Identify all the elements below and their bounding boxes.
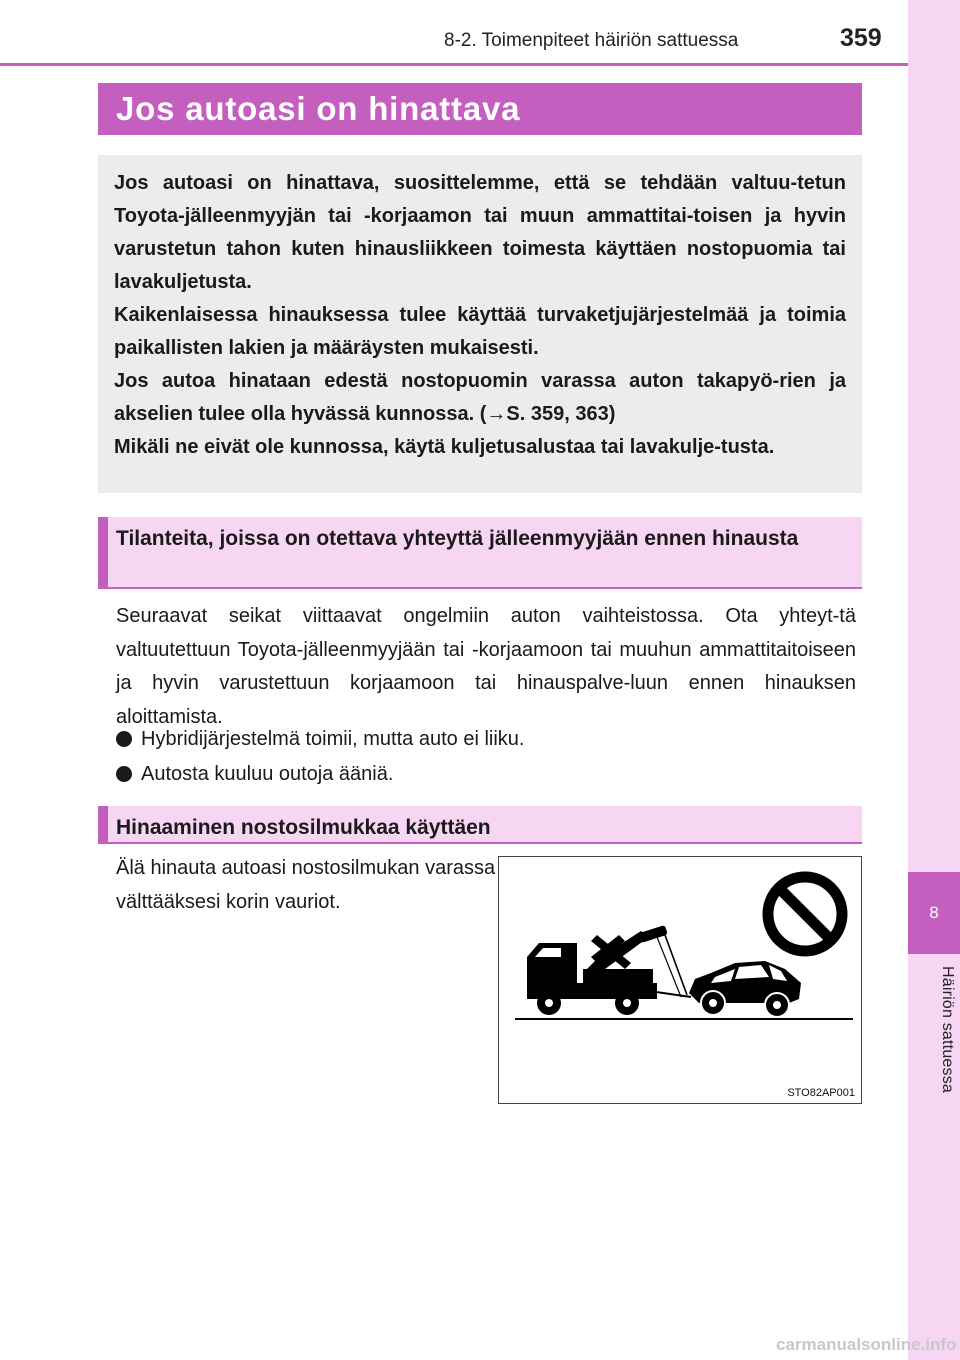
tow-truck-icon (527, 925, 691, 1015)
list-item (116, 759, 393, 789)
intro-paragraph: Kaikenlaisessa hinauksessa tulee käyttää turvaketjujärjestelmää ja toimia paikallisten lakien ja määräysten mukaisesti. (114, 304, 846, 359)
section1-paragraph: Seuraavat seikat viittaavat ongelmiin auton vaihteistossa. Ota yhteyt-tä valtuutettuun Toyota-jälleenmyyjään tai -korjaamoon tai muuhun ammattitaitoiseen ja hyvin varustettuun korjaamoon tai hinauspalve-luun ennen hinauksen aloittamista. (116, 605, 856, 728)
towed-car-icon (689, 961, 801, 1017)
intro-paragraph: Jos autoa hinataan edestä nostopuomin varassa auton takapyö-rien ja akselien tulee olla hyvässä kunnossa. (→S. 359, 363) (114, 370, 846, 425)
section2-paragraph: Älä hinauta autoasi nostosilmukan varassa välttääksesi korin vauriot. (116, 857, 496, 913)
header-rule (0, 63, 908, 66)
list-item-text: Autosta kuuluu outoja ääniä. (141, 763, 394, 785)
page-title-bar (98, 83, 862, 135)
intro-paragraph: Mikäli ne eivät ole kunnossa, käytä kuljetusalustaa tai lavakulje-tusta. (114, 436, 775, 458)
prohibited-icon (768, 877, 842, 951)
intro-box (98, 155, 862, 493)
tow-truck-prohibited-illustration (499, 857, 863, 1105)
page-title: Jos autoasi on hinattava (116, 90, 521, 127)
bullet-icon (116, 731, 132, 747)
section-heading-tie-down-eyelet (98, 806, 862, 844)
towing-illustration (498, 856, 862, 1104)
running-header-section: 8-2. Toimenpiteet häiriön sattuessa (444, 30, 739, 51)
list-item (116, 724, 524, 754)
page-number: 359 (840, 24, 882, 52)
chapter-label: Häiriön sattuessa (939, 966, 956, 1094)
chapter-side-strip (908, 0, 960, 1360)
section-heading-text: Hinaaminen nostosilmukkaa käyttäen (116, 816, 491, 839)
list-item-text: Hybridijärjestelmä toimii, mutta auto ei liiku. (141, 728, 525, 750)
chapter-number-tab[interactable]: 8 (908, 872, 960, 954)
section-heading-text: Tilanteita, joissa on otettava yhteyttä jälleenmyyjään ennen hinausta (116, 527, 799, 550)
watermark: carmanualsonline.info (776, 1335, 957, 1354)
figure-code: STO82AP001 (787, 1087, 855, 1099)
bullet-icon (116, 766, 132, 782)
intro-paragraph: Jos autoasi on hinattava, suosittelemme, että se tehdään valtuu-tetun Toyota-jälleenmyyjän tai -korjaamon tai muun ammattitai-toisen ja hyvin varustetun tahon kuten hinausliikkeen toimesta käyttäen nostopuomia tai lavakuljetusta. (114, 172, 846, 293)
section-heading-dealer-contact (98, 517, 862, 589)
